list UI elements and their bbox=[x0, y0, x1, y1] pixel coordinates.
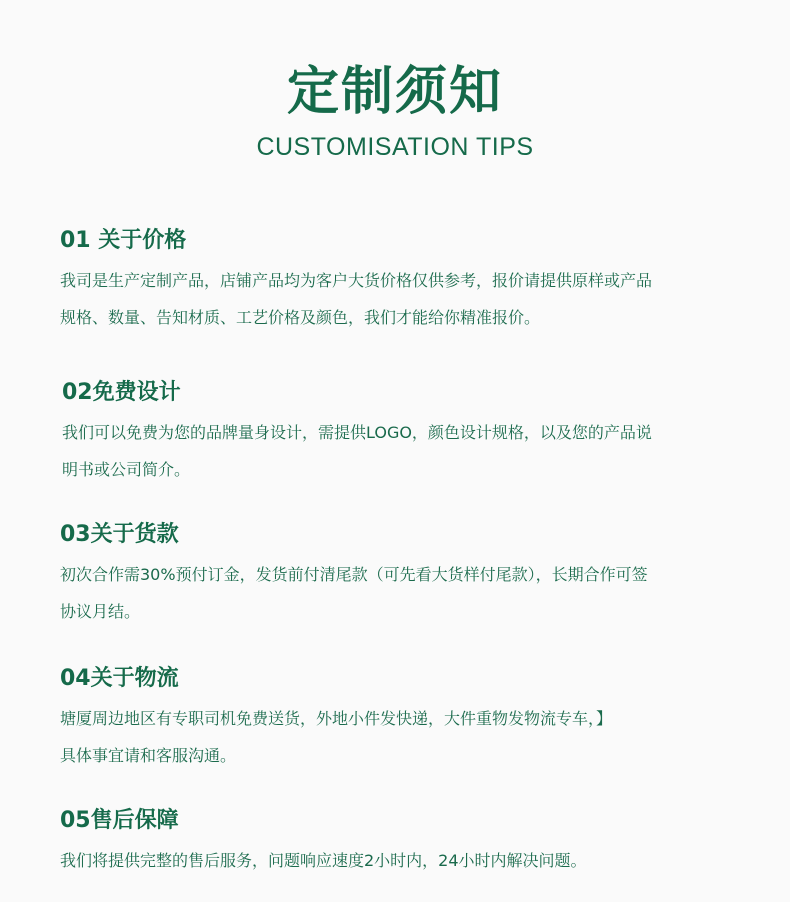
section-line: 我司是生产定制产品，店铺产品均为客户大货价格仅供参考，报价请提供原样或产品 bbox=[60, 271, 653, 290]
section-line: 协议月结。 bbox=[60, 602, 141, 621]
section-logistics bbox=[60, 664, 750, 774]
section-title: 03关于货款 bbox=[60, 522, 179, 547]
page-header bbox=[0, 0, 790, 200]
section-line: 规格、数量、告知材质、工艺价格及颜色，我们才能给你精准报价。 bbox=[60, 308, 541, 327]
section-body bbox=[60, 556, 750, 630]
section-body bbox=[62, 414, 752, 488]
section-line: 我们可以免费为您的品牌量身设计，需提供LOGO，颜色设计规格，以及您的产品说 bbox=[62, 423, 652, 442]
section-title: 01 关于价格 bbox=[60, 228, 187, 253]
page-subtitle: CUSTOMISATION TIPS bbox=[256, 133, 534, 161]
section-price bbox=[60, 226, 750, 336]
section-payment bbox=[60, 520, 750, 630]
page-title: 定制须知 bbox=[286, 62, 503, 122]
section-line: 我们将提供完整的售后服务，问题响应速度2小时内，24小时内解决问题。 bbox=[60, 851, 587, 870]
section-line: 塘厦周边地区有专职司机免费送货，外地小件发快递，大件重物发物流专车，】 bbox=[60, 709, 613, 728]
section-after-sales bbox=[60, 806, 750, 879]
section-line: 初次合作需30%预付订金，发货前付清尾款（可先看大货样付尾款），长期合作可签 bbox=[60, 565, 648, 584]
section-body bbox=[60, 700, 750, 774]
section-body bbox=[60, 262, 750, 336]
section-body bbox=[60, 842, 750, 879]
section-line: 明书或公司简介。 bbox=[62, 460, 191, 479]
section-title: 05售后保障 bbox=[60, 808, 179, 833]
section-title: 02免费设计 bbox=[62, 380, 181, 405]
section-free-design bbox=[62, 378, 752, 488]
section-line: 具体事宜请和客服沟通。 bbox=[60, 746, 237, 765]
section-title: 04关于物流 bbox=[60, 666, 179, 691]
